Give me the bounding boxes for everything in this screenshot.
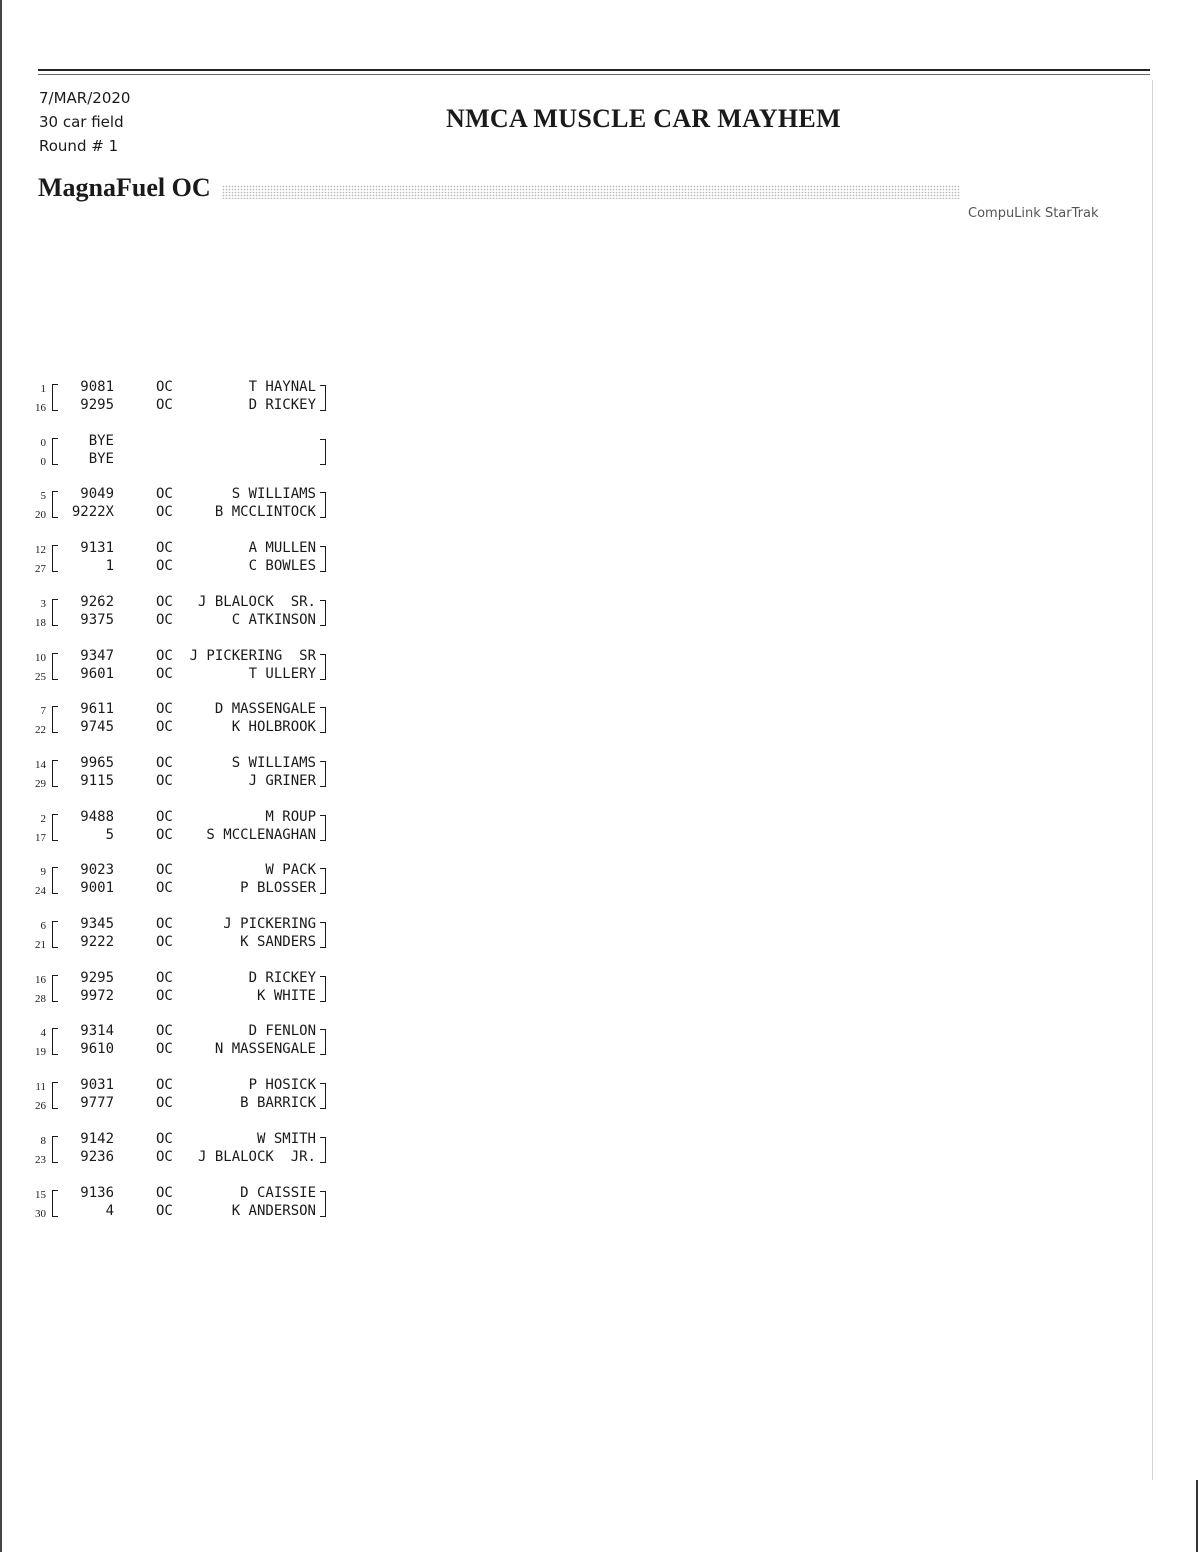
- driver-name-bottom: K SANDERS: [240, 934, 316, 950]
- car-number-bottom: 9236: [80, 1149, 114, 1165]
- seed-bottom: 30: [35, 1208, 46, 1220]
- class-code-bottom: OC: [156, 558, 173, 574]
- seed-top: 8: [40, 1135, 46, 1147]
- car-number-top: 9023: [80, 862, 114, 878]
- driver-name-bottom: K WHITE: [256, 988, 316, 1004]
- seed-bottom: 28: [35, 993, 46, 1005]
- driver-name-top: W SMITH: [256, 1131, 316, 1147]
- driver-name-bottom: T ULLERY: [248, 666, 316, 682]
- class-code-top: OC: [156, 1185, 173, 1201]
- car-number-bottom: 9375: [80, 612, 114, 628]
- car-number-bottom: BYE: [88, 451, 114, 467]
- car-number-bottom: 4: [105, 1203, 114, 1219]
- driver-name-top: P HOSICK: [248, 1077, 316, 1093]
- car-number-top: 9488: [80, 809, 114, 825]
- seed-top: 14: [35, 759, 46, 771]
- seed-bottom: 18: [35, 617, 46, 629]
- car-number-top: 9081: [80, 379, 114, 395]
- right-bracket: [320, 439, 326, 465]
- pairing: [0, 593, 340, 633]
- seed-top: 7: [40, 705, 46, 717]
- car-number-top: 9345: [80, 916, 114, 932]
- seed-top: 10: [35, 652, 46, 664]
- seed-bottom: 25: [35, 671, 46, 683]
- right-bracket: [320, 492, 326, 518]
- right-bracket: [320, 922, 326, 948]
- car-number-bottom: 1: [105, 558, 114, 574]
- seed-top: 5: [40, 490, 46, 502]
- car-number-bottom: 9295: [80, 397, 114, 413]
- driver-name-top: J PICKERING: [223, 916, 316, 932]
- seed-top: 2: [40, 813, 46, 825]
- class-code-top: OC: [156, 862, 173, 878]
- class-code-bottom: OC: [156, 666, 173, 682]
- car-number-top: 9965: [80, 755, 114, 771]
- car-number-bottom: 9610: [80, 1041, 114, 1057]
- class-code-bottom: OC: [156, 880, 173, 896]
- seed-top: 11: [35, 1081, 46, 1093]
- pairing: [0, 969, 340, 1009]
- car-number-top: 9347: [80, 648, 114, 664]
- class-code-bottom: OC: [156, 988, 173, 1004]
- pairing: [0, 754, 340, 794]
- driver-name-bottom: D RICKEY: [248, 397, 316, 413]
- car-number-bottom: 5: [105, 827, 114, 843]
- seed-bottom: 0: [40, 456, 46, 468]
- right-bracket: [320, 546, 326, 572]
- car-number-top: BYE: [88, 433, 114, 449]
- seed-bottom: 21: [35, 939, 46, 951]
- seed-top: 0: [40, 437, 46, 449]
- seed-top: 9: [40, 866, 46, 878]
- car-number-bottom: 9222: [80, 934, 114, 950]
- class-code-top: OC: [156, 540, 173, 556]
- car-number-bottom: 9222X: [71, 504, 114, 520]
- seed-top: 6: [40, 920, 46, 932]
- right-bracket: [320, 761, 326, 787]
- car-number-top: 9049: [80, 486, 114, 502]
- driver-name-bottom: K HOLBROOK: [231, 719, 316, 735]
- class-code-bottom: OC: [156, 1041, 173, 1057]
- car-number-top: 9314: [80, 1023, 114, 1039]
- pairing: [0, 647, 340, 687]
- driver-name-top: J PICKERING SR: [189, 648, 316, 664]
- field-size: 30 car field: [39, 113, 124, 131]
- right-bracket: [320, 815, 326, 841]
- header-rule-thin: [38, 74, 1150, 75]
- pairing: [0, 485, 340, 525]
- driver-name-bottom: J GRINER: [248, 773, 316, 789]
- car-number-bottom: 9972: [80, 988, 114, 1004]
- right-bracket: [320, 654, 326, 680]
- seed-bottom: 23: [35, 1154, 46, 1166]
- pairing: [0, 378, 340, 418]
- driver-name-bottom: K ANDERSON: [231, 1203, 316, 1219]
- class-code-top: OC: [156, 379, 173, 395]
- event-meta: [39, 86, 130, 158]
- class-code-bottom: OC: [156, 397, 173, 413]
- seed-top: 3: [40, 598, 46, 610]
- pairing: [0, 1130, 340, 1170]
- driver-name-bottom: N MASSENGALE: [214, 1041, 316, 1057]
- car-number-bottom: 9115: [80, 773, 114, 789]
- header-rule: [38, 69, 1150, 71]
- driver-name-bottom: B MCCLINTOCK: [214, 504, 316, 520]
- class-code-top: OC: [156, 916, 173, 932]
- class-code-bottom: OC: [156, 612, 173, 628]
- seed-bottom: 17: [35, 832, 46, 844]
- driver-name-top: W PACK: [265, 862, 316, 878]
- driver-name-bottom: C ATKINSON: [231, 612, 316, 628]
- scan-edge-right: [1152, 80, 1153, 1480]
- driver-name-top: M ROUP: [265, 809, 316, 825]
- class-code-top: OC: [156, 970, 173, 986]
- seed-bottom: 27: [35, 563, 46, 575]
- round-number: Round # 1: [39, 137, 119, 155]
- car-number-top: 9136: [80, 1185, 114, 1201]
- car-number-bottom: 9777: [80, 1095, 114, 1111]
- right-bracket: [320, 976, 326, 1002]
- driver-name-top: A MULLEN: [248, 540, 316, 556]
- right-bracket: [320, 1029, 326, 1055]
- pairing: [0, 915, 340, 955]
- class-code-bottom: OC: [156, 773, 173, 789]
- class-code-top: OC: [156, 701, 173, 717]
- brand-label: CompuLink StarTrak: [968, 206, 1099, 221]
- seed-bottom: 24: [35, 885, 46, 897]
- driver-name-top: J BLALOCK SR.: [197, 594, 316, 610]
- pairing: [0, 1022, 340, 1062]
- driver-name-bottom: J BLALOCK JR.: [197, 1149, 316, 1165]
- right-bracket: [320, 707, 326, 733]
- pairing: [0, 1076, 340, 1116]
- pairing: [0, 808, 340, 848]
- class-code-bottom: OC: [156, 1203, 173, 1219]
- right-bracket: [320, 1191, 326, 1217]
- class-code-top: OC: [156, 755, 173, 771]
- car-number-top: 9031: [80, 1077, 114, 1093]
- event-date: 7/MAR/2020: [39, 89, 131, 107]
- car-number-top: 9142: [80, 1131, 114, 1147]
- right-bracket: [320, 600, 326, 626]
- right-bracket: [320, 385, 326, 411]
- class-title-band: [222, 185, 960, 199]
- right-bracket: [320, 1083, 326, 1109]
- class-code-top: OC: [156, 1023, 173, 1039]
- driver-name-bottom: S MCCLENAGHAN: [206, 827, 316, 843]
- pairing: [0, 432, 340, 472]
- pairing: [0, 861, 340, 901]
- seed-bottom: 29: [35, 778, 46, 790]
- event-title: NMCA MUSCLE CAR MAYHEM: [446, 104, 841, 133]
- seed-bottom: 19: [35, 1046, 46, 1058]
- car-number-bottom: 9601: [80, 666, 114, 682]
- class-code-top: OC: [156, 594, 173, 610]
- driver-name-top: T HAYNAL: [248, 379, 316, 395]
- driver-name-top: D RICKEY: [248, 970, 316, 986]
- pairing: [0, 700, 340, 740]
- driver-name-top: S WILLIAMS: [231, 755, 316, 771]
- seed-bottom: 26: [35, 1100, 46, 1112]
- right-bracket: [320, 1137, 326, 1163]
- car-number-top: 9131: [80, 540, 114, 556]
- car-number-top: 9262: [80, 594, 114, 610]
- class-code-bottom: OC: [156, 719, 173, 735]
- class-code-bottom: OC: [156, 827, 173, 843]
- car-number-top: 9611: [80, 701, 114, 717]
- right-bracket: [320, 868, 326, 894]
- class-code-bottom: OC: [156, 1149, 173, 1165]
- scan-edge-corner: [1196, 1480, 1198, 1552]
- seed-top: 16: [35, 974, 46, 986]
- driver-name-bottom: P BLOSSER: [240, 880, 316, 896]
- class-title: MagnaFuel OC: [38, 173, 211, 202]
- driver-name-top: D CAISSIE: [240, 1185, 316, 1201]
- seed-bottom: 22: [35, 724, 46, 736]
- driver-name-bottom: B BARRICK: [240, 1095, 316, 1111]
- pairing: [0, 539, 340, 579]
- seed-top: 12: [35, 544, 46, 556]
- driver-name-top: D MASSENGALE: [214, 701, 316, 717]
- class-code-top: OC: [156, 648, 173, 664]
- class-code-bottom: OC: [156, 504, 173, 520]
- car-number-bottom: 9745: [80, 719, 114, 735]
- car-number-bottom: 9001: [80, 880, 114, 896]
- driver-name-top: D FENLON: [248, 1023, 316, 1039]
- seed-bottom: 20: [35, 509, 46, 521]
- driver-name-top: S WILLIAMS: [231, 486, 316, 502]
- class-code-top: OC: [156, 486, 173, 502]
- seed-top: 15: [35, 1189, 46, 1201]
- seed-top: 1: [40, 383, 46, 395]
- class-code-bottom: OC: [156, 1095, 173, 1111]
- car-number-top: 9295: [80, 970, 114, 986]
- seed-bottom: 16: [35, 402, 46, 414]
- class-code-top: OC: [156, 809, 173, 825]
- seed-top: 4: [40, 1027, 46, 1039]
- class-code-top: OC: [156, 1077, 173, 1093]
- class-code-bottom: OC: [156, 934, 173, 950]
- driver-name-bottom: C BOWLES: [248, 558, 316, 574]
- pairing: [0, 1184, 340, 1224]
- class-code-top: OC: [156, 1131, 173, 1147]
